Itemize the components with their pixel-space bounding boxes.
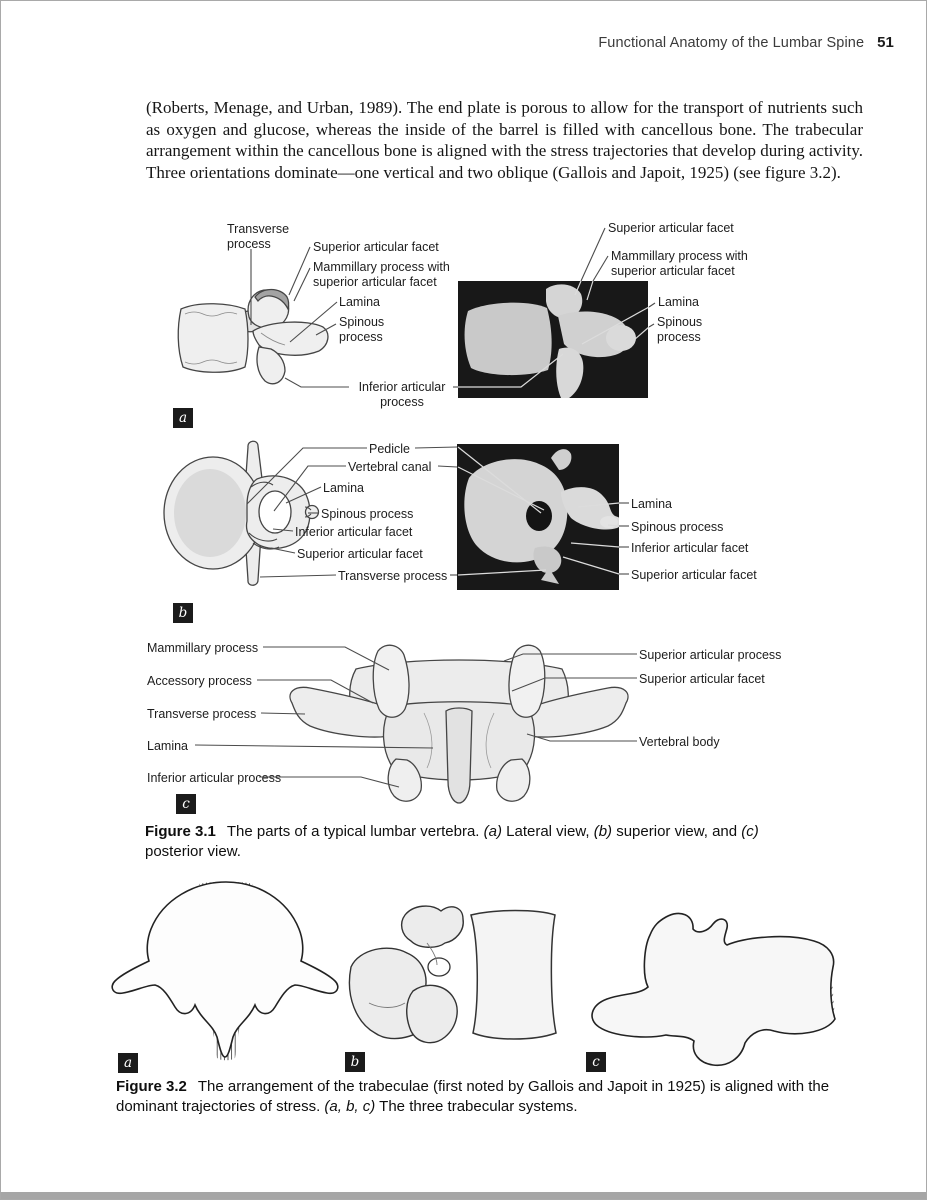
panel-label-a: a (173, 408, 193, 428)
label-transverse-process: Transverse process (338, 569, 448, 583)
panel-label-c: c (586, 1052, 606, 1072)
fig31c-posterior-line-drawing (284, 643, 634, 813)
label-inferior-articular-facet: Inferior articular facet (631, 541, 749, 555)
label-lamina: Lamina (147, 739, 188, 753)
fig31b-vertebra-photo (457, 444, 619, 590)
fig32a-trabeculae-superior-view (111, 877, 341, 1063)
figure32-caption-number: Figure 3.2 (116, 1078, 187, 1095)
chapter-title: Functional Anatomy of the Lumbar Spine (598, 35, 865, 51)
fig32b-trabeculae-lateral-view (341, 903, 569, 1053)
label-spinous-process: Spinous process (631, 520, 724, 534)
label-inferior-articular-process: Inferior articular process (358, 380, 446, 409)
running-head (1, 34, 894, 51)
panel-label-b: b (345, 1052, 365, 1072)
panel-label-a: a (118, 1053, 138, 1073)
panel-label-c: c (176, 794, 196, 814)
label-vertebral-body: Vertebral body (639, 735, 720, 749)
body-paragraph: (Roberts, Menage, and Urban, 1989). The end plate is porous to allow for the transport of nutrients such as oxygen and glucose, whereas the inside of the barrel is filled with cancellous bone. The trabecular arrangement within the cancellous bone is aligned with the stress trajectories that develop during activity. Three orientations dominate—one vertical and two oblique (Gallois and Japoit, 1925) (see figure 3.2). (146, 98, 863, 182)
panel-label-b: b (173, 603, 193, 623)
label-accessory-process: Accessory process (147, 674, 252, 688)
label-transverse-process: Transverse process (147, 707, 257, 721)
figure31-caption: Figure 3.1 The parts of a typical lumbar vertebra. (a) Lateral view, (b) superior view, and (c) posterior view. (145, 823, 759, 860)
figure32-caption: Figure 3.2 The arrangement of the trabeculae (first noted by Gallois and Japoit in 1925) is aligned with the dominant trajectories of stress. (a, b, c) The three trabecular systems. (116, 1078, 830, 1115)
fig31b-superior-line-drawing (161, 435, 323, 589)
label-pedicle: Pedicle (369, 442, 410, 456)
label-superior-articular-process: Superior articular process (639, 648, 782, 662)
fig31a-photo-frame (458, 281, 648, 398)
label-lamina: Lamina (339, 295, 380, 309)
label-inferior-articular-facet: Inferior articular facet (295, 525, 413, 539)
figure31-caption-number: Figure 3.1 (145, 823, 216, 840)
label-mammillary-process: Mammillary process with superior articular facet (611, 249, 748, 278)
fig31b-photo-frame (457, 444, 619, 590)
label-superior-articular-facet: Superior articular facet (297, 547, 423, 561)
label-lamina: Lamina (631, 497, 672, 511)
page-number: 51 (877, 34, 894, 51)
label-lamina: Lamina (323, 481, 364, 495)
label-spinous-process: Spinous process (657, 315, 703, 344)
label-superior-articular-facet: Superior articular facet (639, 672, 765, 686)
label-superior-articular-facet: Superior articular facet (631, 568, 757, 582)
label-spinous-process: Spinous process (321, 507, 414, 521)
label-superior-articular-facet: Superior articular facet (313, 240, 439, 254)
fig31a-vertebra-photo (458, 281, 648, 398)
label-inferior-articular-process: Inferior articular process (147, 771, 282, 785)
fig32c-trabeculae-oblique-view (586, 909, 838, 1069)
page-bottom-edge (1, 1192, 926, 1199)
label-spinous-process: Spinous process (339, 315, 385, 344)
label-superior-articular-facet: Superior articular facet (608, 221, 734, 235)
label-vertebral-canal: Vertebral canal (348, 460, 432, 474)
fig31a-lateral-line-drawing (161, 281, 341, 393)
label-transverse-process: Transverse process (227, 222, 290, 251)
label-lamina: Lamina (658, 295, 699, 309)
label-mammillary-process: Mammillary process with superior articular facet (313, 260, 450, 289)
label-mammillary-process: Mammillary process (147, 641, 259, 655)
